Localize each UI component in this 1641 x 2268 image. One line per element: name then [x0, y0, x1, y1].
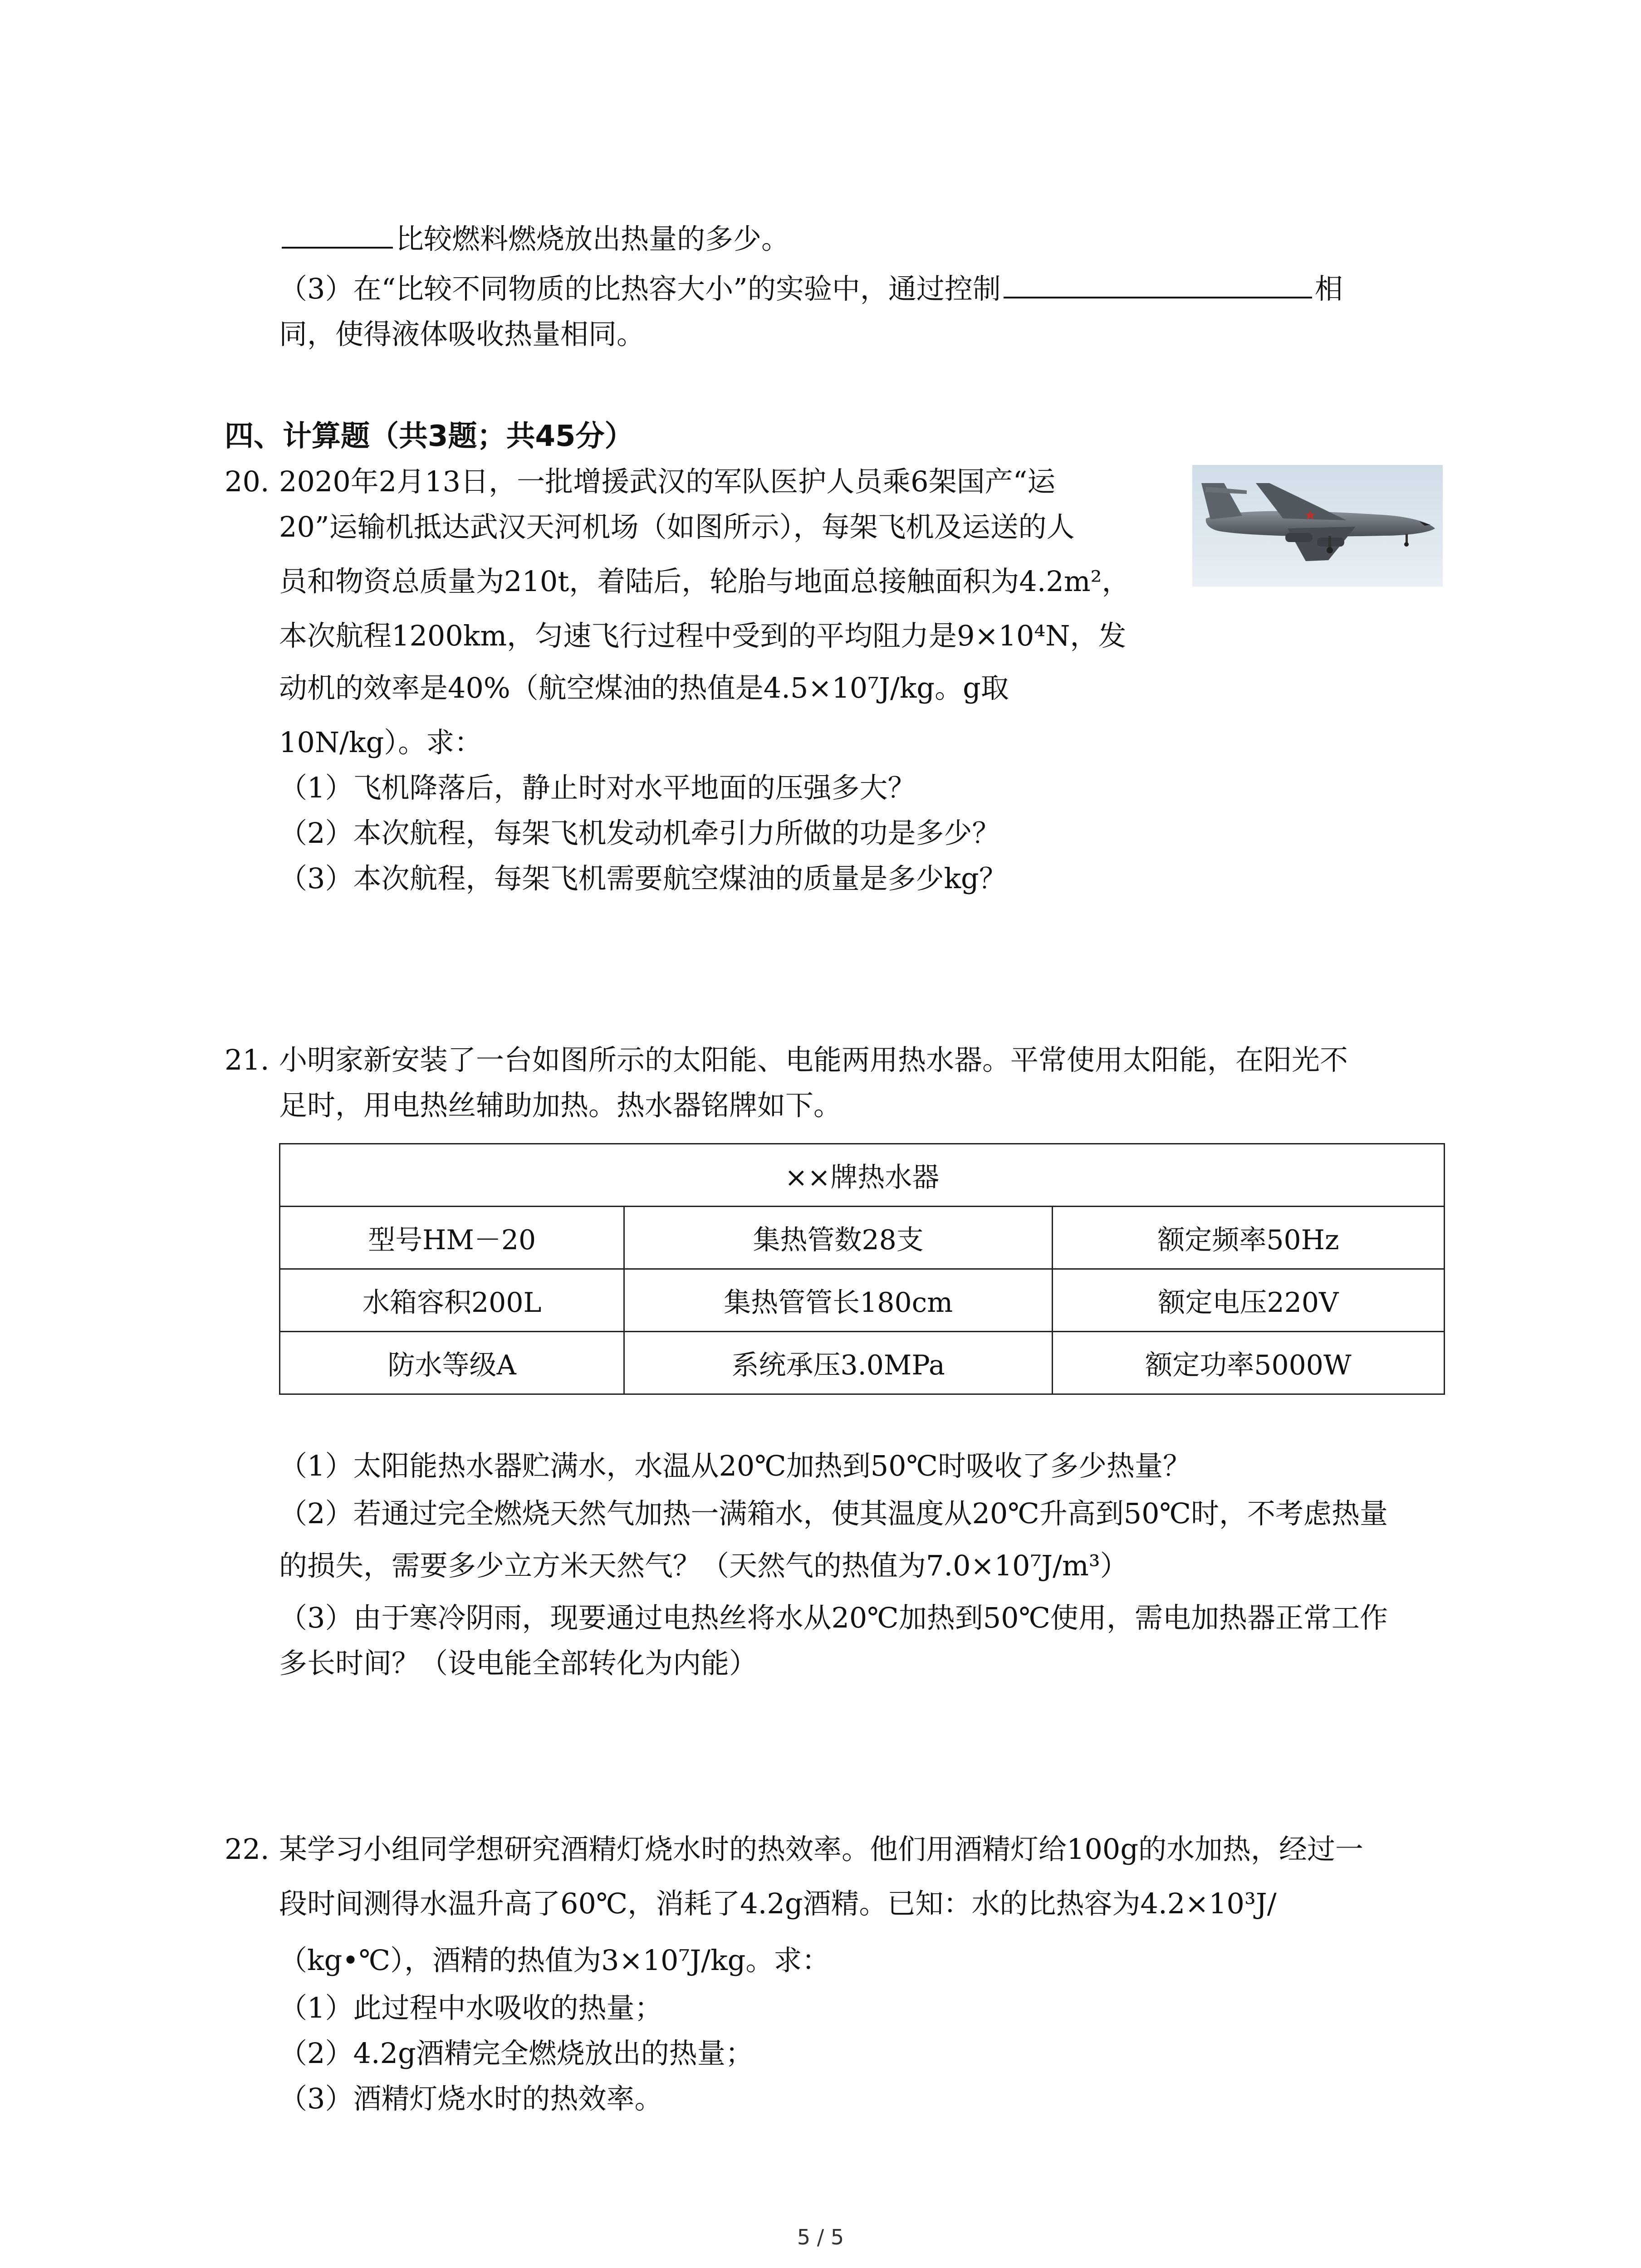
table-title-row — [280, 1144, 1445, 1207]
q22-line-3: （kg•℃），酒精的热值为3×10⁷J/kg。求： — [279, 1944, 830, 1977]
table-cell: 额定频率50Hz — [1052, 1207, 1444, 1269]
top-q3-end: 相 — [1314, 272, 1343, 305]
top-line-1 — [279, 222, 789, 256]
table-cell: 额定电压220V — [1052, 1269, 1444, 1332]
heater-spec-table — [279, 1143, 1445, 1395]
table-cell: 集热管管长180cm — [624, 1269, 1053, 1332]
q21-line-2: 足时，用电热丝辅助加热。热水器铭牌如下。 — [279, 1089, 842, 1122]
table-cell: 防水等级A — [280, 1332, 624, 1394]
q20-sub-3: （3）本次航程，每架飞机需要航空煤油的质量是多少kg？ — [279, 862, 1007, 895]
q20-line-2: 20”运输机抵达武汉天河机场（如图所示），每架飞机及运送的人 — [279, 510, 1075, 543]
q21-sub-2: （2）若通过完全燃烧天然气加热一满箱水，使其温度从20℃升高到50℃时，不考虑热量 — [279, 1497, 1388, 1530]
q20-line-4: 本次航程1200km，匀速飞行过程中受到的平均阻力是9×10⁴N，发 — [279, 619, 1127, 652]
q21-line-1: 小明家新安装了一台如图所示的太阳能、电能两用热水器。平常使用太阳能，在阳光不 — [279, 1043, 1348, 1076]
table-cell: 水箱容积200L — [280, 1269, 624, 1332]
table-row — [280, 1269, 1445, 1332]
q21-sub-1: （1）太阳能热水器贮满水，水温从20℃加热到50℃时吸收了多少热量？ — [279, 1449, 1191, 1482]
q20-line-5: 动机的效率是40%（航空煤油的热值是4.5×10⁷J/kg。g取 — [279, 671, 1009, 704]
q21-sub-4: （3）由于寒冷阴雨，现要通过电热丝将水从20℃加热到50℃使用，需电加热器正常工作 — [279, 1601, 1388, 1634]
q20-line-3: 员和物资总质量为210t，着陆后，轮胎与地面总接触面积为4.2m²， — [279, 565, 1130, 598]
table-row — [280, 1207, 1445, 1269]
top-line-1-text: 比较燃料燃烧放出热量的多少。 — [396, 222, 790, 255]
q21-sub-5: 多长时间？（设电能全部转化为内能） — [279, 1647, 758, 1680]
q20-number: 20. — [225, 465, 269, 498]
table-row — [280, 1332, 1445, 1394]
answer-blank[interactable] — [1004, 292, 1312, 298]
q22-sub-1: （1）此过程中水吸收的热量； — [279, 1991, 663, 2024]
table-title: ××牌热水器 — [280, 1144, 1445, 1207]
q22-line-2: 段时间测得水温升高了60℃，消耗了4.2g酒精。已知：水的比热容为4.2×10³J/ — [279, 1887, 1277, 1920]
y20-aircraft-image — [1192, 465, 1443, 587]
section-title: 四、计算题（共3题；共45分） — [225, 420, 634, 453]
top-q3-line-2: 同，使得液体吸收热量相同。 — [279, 318, 645, 351]
top-q3-text: （3）在“比较不同物质的比热容大小”的实验中，通过控制 — [279, 272, 1001, 305]
table-cell: 型号HM－20 — [280, 1207, 624, 1269]
top-q3-line-1 — [279, 272, 1343, 306]
q22-sub-2: （2）4.2g酒精完全燃烧放出的热量； — [279, 2037, 754, 2070]
q20-sub-2: （2）本次航程，每架飞机发动机牵引力所做的功是多少？ — [279, 816, 1000, 850]
aircraft-illustration — [1192, 465, 1443, 587]
table-cell: 额定功率5000W — [1052, 1332, 1444, 1394]
q21-sub-3: 的损失，需要多少立方米天然气？（天然气的热值为7.0×10⁷J/m³） — [279, 1549, 1128, 1582]
q20-sub-1: （1）飞机降落后，静止时对水平地面的压强多大？ — [279, 771, 916, 804]
q21-number: 21. — [225, 1043, 269, 1076]
table-cell: 集热管数28支 — [624, 1207, 1053, 1269]
q20-line-1: 2020年2月13日，一批增援武汉的军队医护人员乘6架国产“运 — [279, 465, 1056, 498]
q22-number: 22. — [225, 1833, 269, 1866]
answer-blank[interactable] — [282, 242, 393, 249]
q22-line-1: 某学习小组同学想研究酒精灯烧水时的热效率。他们用酒精灯给100g的水加热，经过一 — [279, 1833, 1364, 1866]
q20-line-6: 10N/kg）。求： — [279, 726, 483, 759]
page-number: 5 / 5 — [797, 2225, 844, 2249]
table-cell: 系统承压3.0MPa — [624, 1332, 1053, 1394]
q22-sub-3: （3）酒精灯烧水时的热效率。 — [279, 2082, 663, 2115]
